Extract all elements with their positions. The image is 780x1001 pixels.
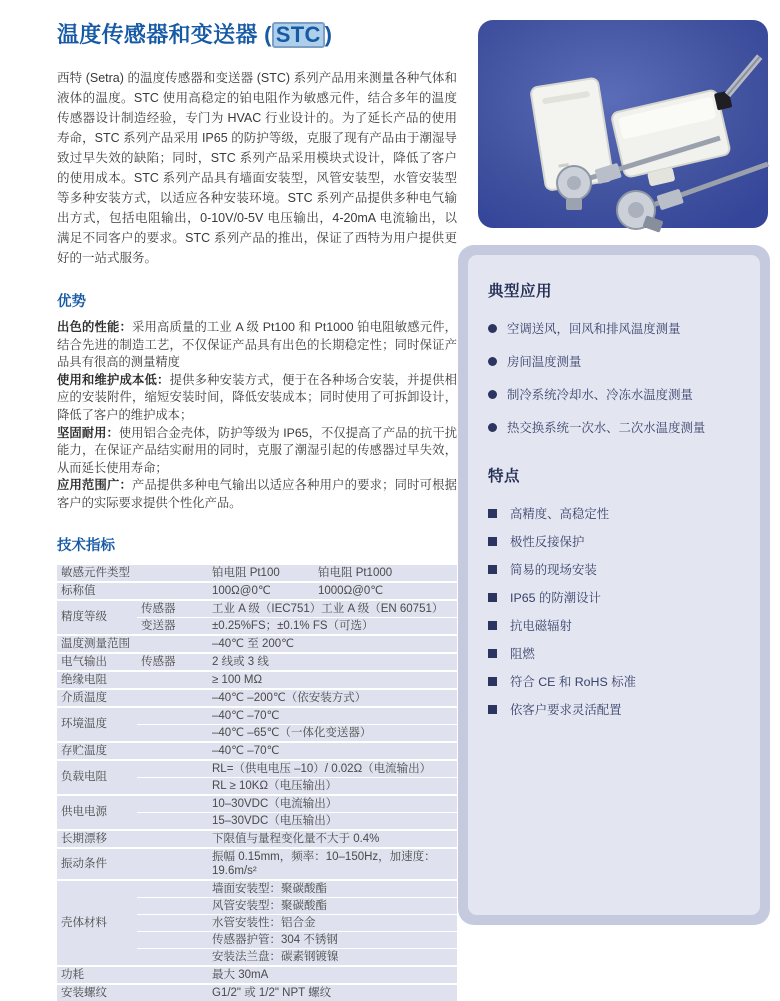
spec-sublabel: 传感器: [137, 653, 208, 671]
spec-label: 精度等级: [57, 600, 137, 635]
spec-value: –40℃ –65℃（一体化变送器）: [208, 724, 457, 742]
list-item: [488, 674, 746, 690]
spec-value: 墙面安装型：聚碳酸酯: [208, 880, 457, 898]
list-item-text: 热交换系统一次水、二次水温度测量: [507, 421, 706, 435]
spec-value-part: 工业 A 级（IEC751）: [212, 602, 322, 615]
list-item-text: 高精度、高稳定性: [510, 507, 610, 521]
spec-label: 存贮温度: [57, 742, 137, 760]
spec-row: [57, 830, 457, 848]
advantage-term: 应用范围广：: [57, 478, 133, 493]
spec-row: [57, 848, 457, 880]
spec-row: [57, 707, 457, 725]
spec-value: [208, 582, 457, 600]
spec-sublabel: [137, 724, 208, 742]
spec-row: [57, 600, 457, 618]
spec-sublabel: [137, 671, 208, 689]
list-item: [488, 590, 746, 606]
list-item: [488, 618, 746, 634]
product-photo: [478, 20, 768, 228]
spec-sublabel: [137, 582, 208, 600]
list-item: [488, 354, 746, 370]
bullet-square-icon: [488, 649, 497, 658]
advantages-body: [57, 319, 457, 513]
list-item: [488, 420, 746, 436]
spec-value: G1/2" 或 1/2" NPT 螺纹: [208, 984, 457, 1001]
spec-row: [57, 689, 457, 707]
advantage-item: 坚固耐用：使用铝合金壳体，防护等级为 IP65，不仅提高了产品的抗干扰能力，在保证产品结实耐用的同时，克服了潮湿引起的传感器过早失效，从而延长使用寿命；: [57, 425, 457, 475]
spec-label: 绝缘电阻: [57, 671, 137, 689]
spec-value: 15–30VDC（电压输出）: [208, 812, 457, 830]
spec-value: 最大 30mA: [208, 966, 457, 984]
spec-sublabel: [137, 897, 208, 914]
spec-row: [57, 966, 457, 984]
list-item-text: 房间温度测量: [507, 355, 582, 369]
advantage-term: 出色的性能：: [57, 320, 132, 334]
spec-value: ≥ 100 MΩ: [208, 671, 457, 689]
spec-row: [57, 565, 457, 582]
features-heading: 特点: [488, 468, 521, 485]
spec-value-part: 100Ω@0℃: [212, 584, 271, 597]
spec-sublabel: [137, 931, 208, 948]
advantage-term: 坚固耐用：: [57, 425, 119, 440]
bullet-square-icon: [488, 537, 497, 546]
spec-sublabel: [137, 914, 208, 931]
spec-value: –40℃ –70℃: [208, 707, 457, 725]
bullet-square-icon: [488, 565, 497, 574]
spec-label: 长期漂移: [57, 830, 137, 848]
spec-sublabel: [137, 777, 208, 795]
spec-label: 标称值: [57, 582, 137, 600]
main-content: [57, 18, 457, 1001]
applications-list: [488, 321, 746, 436]
list-item: [488, 506, 746, 522]
advantage-term: 使用和维护成本低：: [57, 372, 170, 387]
spec-label: 电气输出: [57, 653, 137, 671]
stc-highlight-box: STC: [272, 22, 325, 48]
spec-table: [57, 565, 457, 1001]
spec-sublabel: 传感器: [137, 600, 208, 618]
spec-sublabel: [137, 707, 208, 725]
advantage-item: 出色的性能：采用高质量的工业 A 级 Pt100 和 Pt1000 铂电阻敏感元件，结合先进的制造工艺，不仅保证产品具有出色的长期稳定性；同时保证产品具有很高的测量精度: [57, 320, 457, 370]
bullet-square-icon: [488, 677, 497, 686]
spec-table-body: [57, 565, 457, 1001]
list-item-text: 阻燃: [510, 647, 535, 661]
spec-sublabel: [137, 795, 208, 813]
list-item-text: IP65 的防潮设计: [510, 591, 601, 605]
temperature-sensors-photo: [478, 20, 768, 228]
spec-label: 负载电阻: [57, 760, 137, 795]
spec-value: –40℃ 至 200℃: [208, 635, 457, 653]
spec-sublabel: [137, 635, 208, 653]
spec-sublabel: [137, 984, 208, 1001]
spec-value: 传感器护管：304 不锈钢: [208, 931, 457, 948]
spec-row: [57, 635, 457, 653]
spec-label: 壳体材料: [57, 880, 137, 966]
features-list: [488, 506, 746, 718]
advantages-heading: 优势: [57, 294, 86, 310]
spec-sublabel: 变送器: [137, 617, 208, 635]
list-item-text: 极性反接保护: [510, 535, 585, 549]
spec-value: 10–30VDC（电流输出）: [208, 795, 457, 813]
bullet-square-icon: [488, 509, 497, 518]
spec-sublabel: [137, 948, 208, 966]
spec-row: [57, 760, 457, 778]
spec-value-part: 工业 A 级（EN 60751）: [321, 602, 444, 615]
list-item: [488, 702, 746, 718]
spec-row: [57, 582, 457, 600]
spec-value: –40℃ –200℃（依安装方式）: [208, 689, 457, 707]
page-title: [57, 18, 457, 49]
side-panel: [458, 245, 770, 925]
spec-sublabel: [137, 812, 208, 830]
advantage-item: 使用和维护成本低：提供多种安装方式，便于在各种场合安装，并提供相应的安装附件，缩短安装时间，降低安装成本；同时使用了可拆卸设计，降低了客户的维护成本；: [57, 372, 457, 422]
list-item-text: 符合 CE 和 RoHS 标准: [510, 675, 636, 689]
spec-row: [57, 742, 457, 760]
title-suffix: ): [324, 22, 333, 47]
spec-row: [57, 653, 457, 671]
spec-sublabel: [137, 689, 208, 707]
spec-label: 敏感元件类型: [61, 566, 130, 579]
spec-label: 安装螺纹: [57, 984, 137, 1001]
side-panel-inner: [468, 255, 760, 915]
bullet-circle-icon: [488, 357, 497, 366]
spec-value-part: 铂电阻 Pt1000: [318, 566, 393, 579]
spec-label: 环境温度: [57, 707, 137, 742]
spec-row: [57, 984, 457, 1001]
spec-value: [208, 565, 457, 582]
bullet-circle-icon: [488, 423, 497, 432]
list-item: [488, 321, 746, 337]
spec-sublabel: [137, 760, 208, 778]
specs-heading: 技术指标: [57, 537, 115, 554]
spec-value: ±0.25%FS；±0.1% FS（可选）: [208, 617, 457, 635]
spec-label: 介质温度: [57, 689, 137, 707]
spec-sublabel: [137, 742, 208, 760]
spec-value: 下限值与量程变化量不大于 0.4%: [208, 830, 457, 848]
applications-heading: 典型应用: [488, 283, 553, 300]
bullet-square-icon: [488, 705, 497, 714]
bullet-circle-icon: [488, 324, 497, 333]
intro-paragraph: 西特 (Setra) 的温度传感器和变送器 (STC) 系列产品用来测量各种气体和液体的温度。STC 使用高稳定的铂电阻作为敏感元件，结合多年的温度传感器设计制造经验，专门为 HVAC 行业设计的。为了延长产品的使用寿命，STC 系列产品采用 IP65 的防护等级，克服了现有产品由于潮湿导致过早失效的缺陷；同时，STC 系列产品采用模块式设计，降低了客户的使用成本。STC 系列产品具有墙面安装型，风管安装型，水管安装型等多种安装方式，以适应各种安装环境。STC 系列产品提供多种电气输出方式，包括电阻输出，0-10V/0-5V 电压输出，4-20mA 电流输出，以满足不同客户的要求。STC 系列产品的推出，保证了西特为用户提供更好的一站式服务。: [57, 71, 457, 265]
title-prefix: 温度传感器和变送器 (: [57, 22, 272, 47]
spec-value: 风管安装型：聚碳酸酯: [208, 897, 457, 914]
spec-value: 水管安装性：铝合金: [208, 914, 457, 931]
spec-label: 功耗: [57, 966, 137, 984]
list-item-text: 简易的现场安装: [510, 563, 597, 577]
spec-row: [57, 795, 457, 813]
spec-value: RL ≥ 10KΩ（电压输出）: [208, 777, 457, 795]
advantage-item: 应用范围广：产品提供多种电气输出以适应各种用户的要求；同时可根据客户的实际要求提供个性化产品。: [57, 478, 457, 510]
list-item-text: 依客户要求灵活配置: [510, 703, 622, 717]
spec-value: RL=（供电电压 –10）/ 0.02Ω（电流输出）: [208, 760, 457, 778]
spec-sublabel: [137, 880, 208, 898]
spec-sublabel: [137, 848, 208, 880]
spec-sublabel: [137, 830, 208, 848]
spec-value: [208, 600, 457, 618]
list-item: [488, 562, 746, 578]
spec-label: 振动条件: [57, 848, 137, 880]
spec-label: 供电电源: [57, 795, 137, 830]
list-item-text: 制冷系统冷却水、冷冻水温度测量: [507, 388, 693, 402]
bullet-square-icon: [488, 593, 497, 602]
spec-sublabel: [137, 565, 208, 582]
spec-label: 温度测量范围: [57, 635, 137, 653]
list-item: [488, 646, 746, 662]
spec-value: 2 线或 3 线: [208, 653, 457, 671]
spec-row: [57, 880, 457, 898]
list-item-text: 空调送风，回风和排风温度测量: [507, 322, 681, 336]
list-item-text: 抗电磁辐射: [510, 619, 572, 633]
spec-row: [57, 671, 457, 689]
list-item: [488, 534, 746, 550]
spec-value: 振幅 0.15mm，频率：10–150Hz，加速度：19.6m/s²: [208, 848, 457, 880]
spec-value-part: 1000Ω@0℃: [318, 584, 384, 597]
bullet-square-icon: [488, 621, 497, 630]
bullet-circle-icon: [488, 390, 497, 399]
spec-value-part: 铂电阻 Pt100: [212, 566, 280, 579]
spec-sublabel: [137, 966, 208, 984]
spec-value: –40℃ –70℃: [208, 742, 457, 760]
spec-value: 安装法兰盘：碳素钢镀镍: [208, 948, 457, 966]
list-item: [488, 387, 746, 403]
